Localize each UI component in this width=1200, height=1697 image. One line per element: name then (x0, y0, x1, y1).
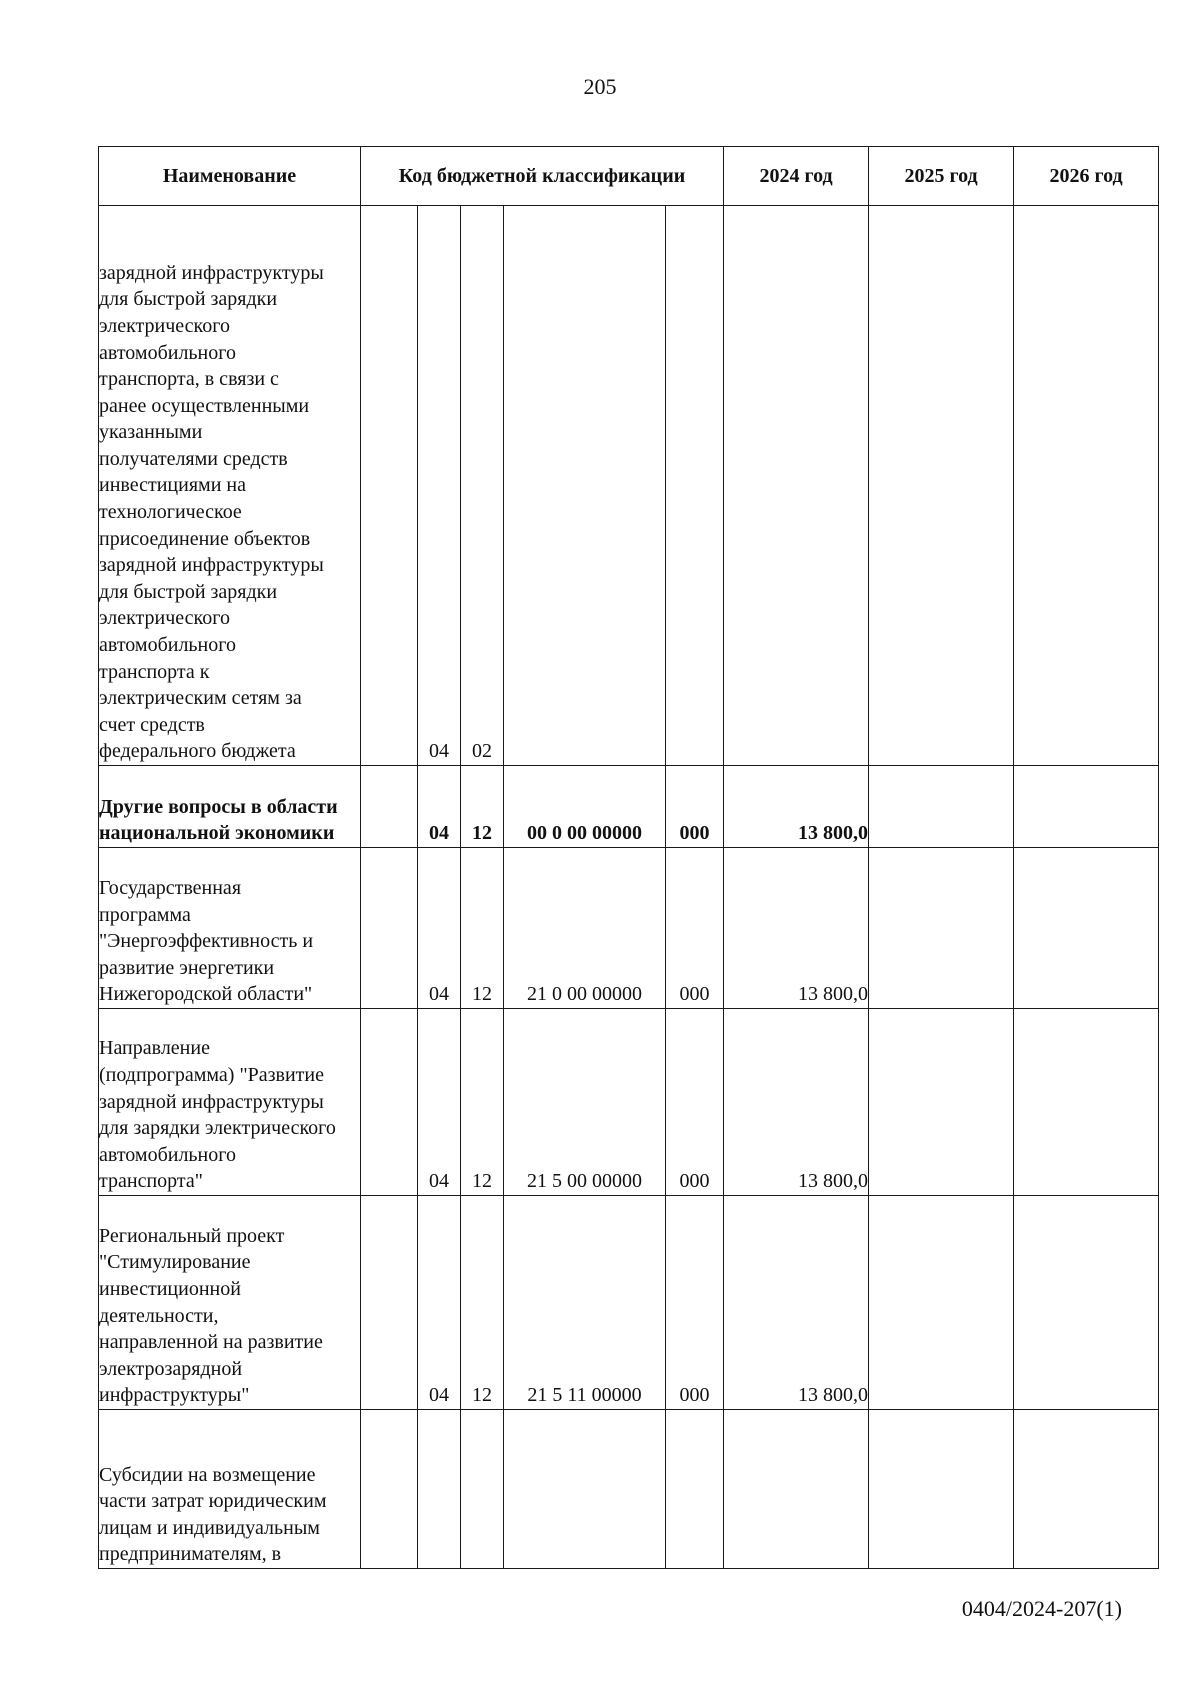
cell-2024 (724, 206, 869, 766)
cell-2026 (1014, 1009, 1159, 1196)
cell-pr: 12 (461, 1009, 504, 1196)
cell-2024: 13 800,0 (724, 848, 869, 1009)
cell-2024: 13 800,0 (724, 1196, 869, 1410)
cell-2026 (1014, 206, 1159, 766)
cell-csr (504, 206, 666, 766)
cell-2025 (869, 206, 1014, 766)
table-row (99, 1410, 1159, 1569)
cell-pr: 02 (461, 206, 504, 766)
cell-2024: 13 800,0 (724, 766, 869, 848)
row-name: Направление (подпрограмма) "Развитие зарядной инфраструктуры для зарядки электрического автомобильного транспорта" (99, 1009, 361, 1196)
cell-pr: 12 (461, 766, 504, 848)
cell-pr: 12 (461, 1196, 504, 1410)
cell-vr: 000 (666, 848, 724, 1009)
header-2026: 2026 год (1014, 147, 1159, 206)
header-code: Код бюджетной классификации (361, 147, 724, 206)
cell-rz: 04 (418, 848, 461, 1009)
cell-rz: 04 (418, 766, 461, 848)
header-2025: 2025 год (869, 147, 1014, 206)
cell-2026 (1014, 766, 1159, 848)
cell-2025 (869, 848, 1014, 1009)
cell-blank (361, 206, 418, 766)
cell-vr: 000 (666, 1009, 724, 1196)
cell-2026 (1014, 848, 1159, 1009)
document-code: 0404/2024-207(1) (961, 1596, 1122, 1621)
cell-csr: 00 0 00 00000 (504, 766, 666, 848)
cell-2024: 13 800,0 (724, 1009, 869, 1196)
header-name: Наименование (99, 147, 361, 206)
table-row (99, 766, 1159, 848)
cell-rz: 04 (418, 206, 461, 766)
table-row (99, 848, 1159, 1009)
row-name: Субсидии на возмещение части затрат юридическим лицам и индивидуальным предпринимателям, в (99, 1410, 361, 1569)
row-name: Другие вопросы в области национальной экономики (99, 766, 361, 848)
cell-2024 (724, 1410, 869, 1569)
cell-csr: 21 5 00 00000 (504, 1009, 666, 1196)
cell-vr: 000 (666, 1196, 724, 1410)
cell-2025 (869, 1009, 1014, 1196)
row-name: зарядной инфраструктуры для быстрой зарядки электрического автомобильного транспорта, в связи с ранее осуществленными указанными получателями средств инвестициями на технологическое присоединение объектов зарядной инфраструктуры для быстрой зарядки электрического автомобильного транспорта к электрическим сетям за счет средств федерального бюджета (99, 206, 361, 766)
cell-vr (666, 206, 724, 766)
page-number: 205 (583, 74, 617, 99)
cell-2026 (1014, 1410, 1159, 1569)
cell-2025 (869, 1410, 1014, 1569)
cell-2025 (869, 766, 1014, 848)
cell-blank (361, 1196, 418, 1410)
header-row (99, 147, 1159, 206)
cell-blank (361, 848, 418, 1009)
cell-rz: 04 (418, 1196, 461, 1410)
table-row (99, 1009, 1159, 1196)
cell-blank (361, 1009, 418, 1196)
header-2024: 2024 год (724, 147, 869, 206)
cell-2025 (869, 1196, 1014, 1410)
row-name: Региональный проект "Стимулирование инвестиционной деятельности, направленной на развитие электрозарядной инфраструктуры" (99, 1196, 361, 1410)
cell-csr: 21 0 00 00000 (504, 848, 666, 1009)
cell-pr: 12 (461, 848, 504, 1009)
cell-csr: 21 5 11 00000 (504, 1196, 666, 1410)
budget-table (98, 146, 1159, 1569)
cell-pr (461, 1410, 504, 1569)
cell-csr (504, 1410, 666, 1569)
table-row (99, 206, 1159, 766)
table-row (99, 1196, 1159, 1410)
cell-vr: 000 (666, 766, 724, 848)
cell-blank (361, 766, 418, 848)
row-name: Государственная программа "Энергоэффективность и развитие энергетики Нижегородской области" (99, 848, 361, 1009)
cell-blank (361, 1410, 418, 1569)
cell-rz: 04 (418, 1009, 461, 1196)
cell-2026 (1014, 1196, 1159, 1410)
cell-rz (418, 1410, 461, 1569)
cell-vr (666, 1410, 724, 1569)
